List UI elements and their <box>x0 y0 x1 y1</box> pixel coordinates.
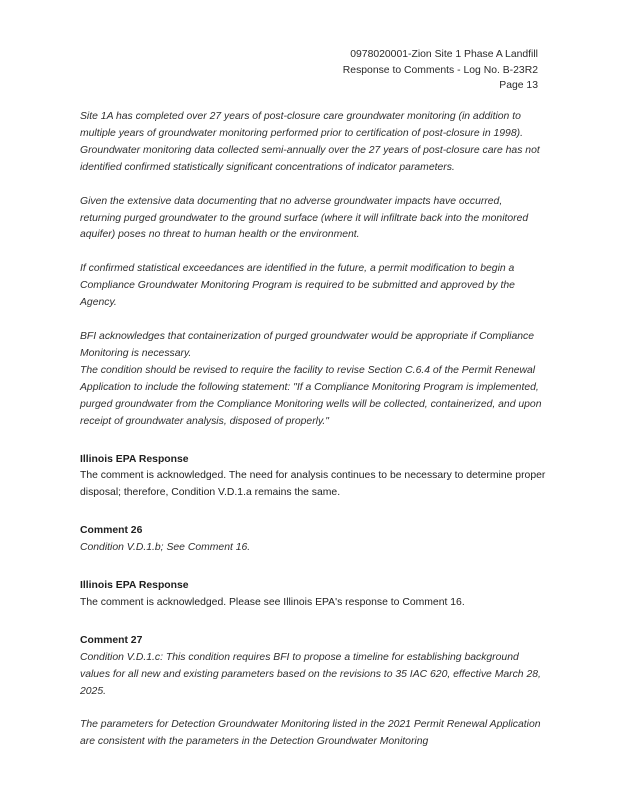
comment-26-heading: Comment 26 <box>80 525 143 537</box>
paragraph-post-closure-monitoring: Site 1A has completed over 27 years of post-closure care groundwater monitoring (in addition to multiple years of groundwater monitoring performed prior to certification of post-closure in 1998). Groundwater monitoring data collected semi-annually over the 27 years of post-closure care has not identified confirmed statistically significant concentrations of indicator parameters. <box>80 111 540 173</box>
response-text: The comment is acknowledged. The need for analysis continues to be necessary to determine proper disposal; therefore, Condition V.D.1.a remains the same. <box>80 470 546 499</box>
header-site-title: 0978020001-Zion Site 1 Phase A Landfill <box>350 49 538 60</box>
comment-26-text: Condition V.D.1.b; See Comment 16. <box>80 542 251 554</box>
paragraph-condition-revision: The condition should be revised to require the facility to revise Section C.6.4 of the Permit Renewal Application to include the following statement: "If a Compliance Monitoring Program is implemented, purged groundwater from the Compliance Monitoring wells will be collected, containerized, and upon receipt of groundwater analysis, disposed of properly." <box>80 364 542 427</box>
document-body <box>80 109 546 751</box>
header-log-number: Response to Comments - Log No. B-23R2 <box>342 64 538 76</box>
paragraph-bfi-acknowledges: BFI acknowledges that containerization of purged groundwater would be appropriate if Compliance Monitoring is necessary. <box>80 331 534 359</box>
page-header <box>343 47 538 94</box>
response-text-2: The comment is acknowledged. Please see Illinois EPA's response to Comment 16. <box>80 596 465 608</box>
paragraph-no-adverse-impacts: Given the extensive data documenting that no adverse groundwater impacts have occurred, returning purged groundwater to the ground surface (where it will infiltrate back into the monitored aquifer) poses no threat to human health or the environment. <box>80 195 529 241</box>
header-page-number: Page 13 <box>499 80 538 91</box>
response-heading: Illinois EPA Response <box>80 453 189 465</box>
comment-27-heading: Comment 27 <box>80 634 143 646</box>
comment-27-parameters-text: The parameters for Detection Groundwater Monitoring listed in the 2021 Permit Renewal Application are consistent with the parameters in the Detection Groundwater Monitoring <box>80 719 541 748</box>
response-heading-2: Illinois EPA Response <box>80 580 189 592</box>
comment-27-text: Condition V.D.1.c: This condition requires BFI to propose a timeline for establishing background values for all new and existing parameters based on the revisions to 35 IAC 620, effective March 28, 2025. <box>80 651 541 697</box>
paragraph-future-exceedances: If confirmed statistical exceedances are identified in the future, a permit modification to begin a Compliance Groundwater Monitoring Program is required to be submitted and approved by the Agency. <box>80 263 515 309</box>
